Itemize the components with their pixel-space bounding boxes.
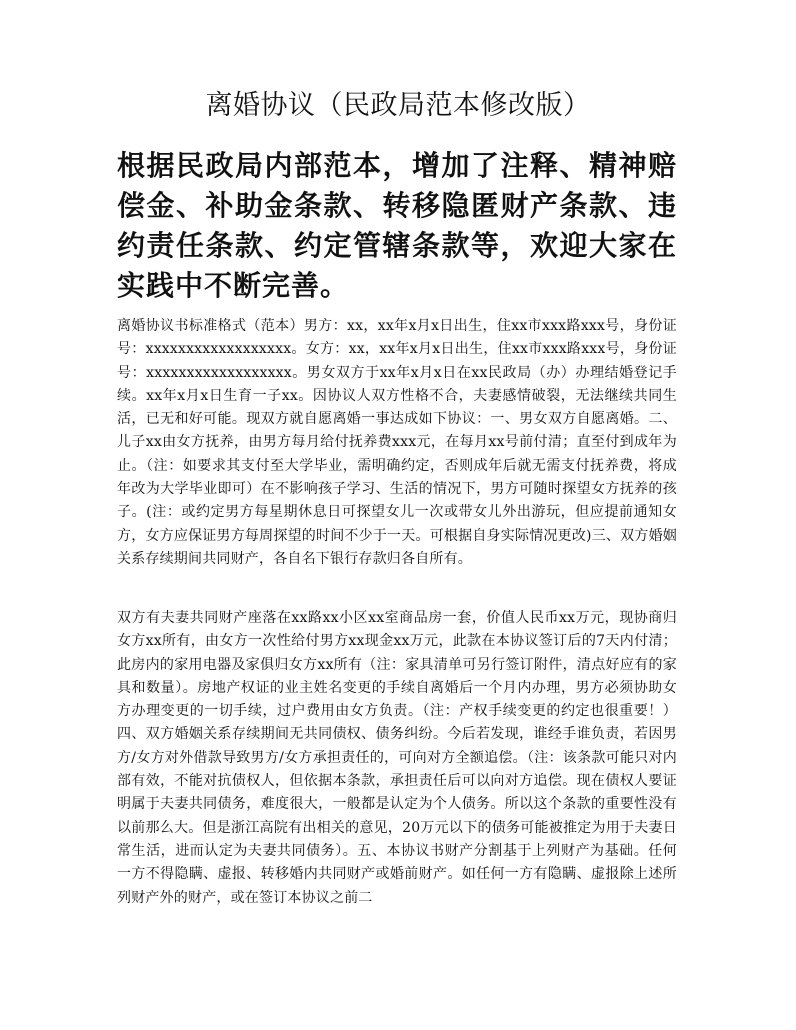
document-subtitle: 根据民政局内部范本，增加了注释、精神赔偿金、补助金条款、转移隐匿财产条款、违约责任条款、约定管辖条款等，欢迎大家在实践中不断完善。 bbox=[117, 149, 677, 302]
body-paragraph: 双方有夫妻共同财产座落在xx路xx小区xx室商品房一套，价值人民币xx万元，现协商归女方xx所有，由女方一次性给付男方xx现金xx万元，此款在本协议签订后的7天内付清；此房内的家用电器及家俱归女方xx所有（注：家具清单可另行签订附件，清点好应有的家具和数量）。房地产权证的业主姓名变更的手续自离婚后一个月内办理，男方必须协助女方办理变更的一切手续，过户费用由女方负责。（注：产权手续变更的约定也很重要！）四、双方婚姻关系存续期间无共同债权、债务纠纷。今后若发现，谁经手谁负责，若因男方/女方对外借款导致男方/女方承担责任的，可向对方全额追偿。（注：该条款可能只对内部有效，不能对抗债权人，但依据本条款，承担责任后可以向对方追偿。现在债权人要证明属于夫妻共同债务，难度很大，一般都是认定为个人债务。所以这个条款的重要性没有以前那么大。但是浙江高院有出相关的意见，20万元以下的债务可能被推定为用于夫妻日常生活，进而认定为夫妻共同债务）。五、本协议书财产分割基于上列财产为基础。任何一方不得隐瞒、虚报、转移婚内共同财产或婚前财产。如任何一方有隐瞒、虚报除上述所列财产外的财产，或在签订本协议之前二 bbox=[117, 610, 677, 906]
document-title: 离婚协议（民政局范本修改版） bbox=[205, 90, 591, 121]
body-paragraph: 离婚协议书标准格式（范本）男方：xx，xx年x月x日出生，住xx市xxx路xxx号，身份证号：xxxxxxxxxxxxxxxxxx。女方：xx，xx年x月x日出生，住xx市xxx路xxx号，身份证号：xxxxxxxxxxxxxxxxxx。男女双方于xx年x月x日在xx民政局（办）办理结婚登记手续。xx年x月x日生育一子xx。因协议人双方性格不合，夫妻感情破裂，无法继续共同生活，已无和好可能。现双方就自愿离婚一事达成如下协议：一、男女双方自愿离婚。二、儿子xx由女方抚养，由男方每月给付抚养费xxx元，在每月xx号前付清；直至付到成年为止。（注：如要求其支付至大学毕业，需明确约定，否则成年后就无需支付抚养费，将成年改为大学毕业即可）在不影响孩子学习、生活的情况下，男方可随时探望女方抚养的孩子。(注：或约定男方每星期休息日可探望女儿一次或带女儿外出游玩，但应提前通知女方，女方应保证男方每周探望的时间不少于一天。可根据自身实际情况更改)三、双方婚姻关系存续期间共同财产，各自名下银行存款归各自所有。 bbox=[117, 318, 677, 567]
